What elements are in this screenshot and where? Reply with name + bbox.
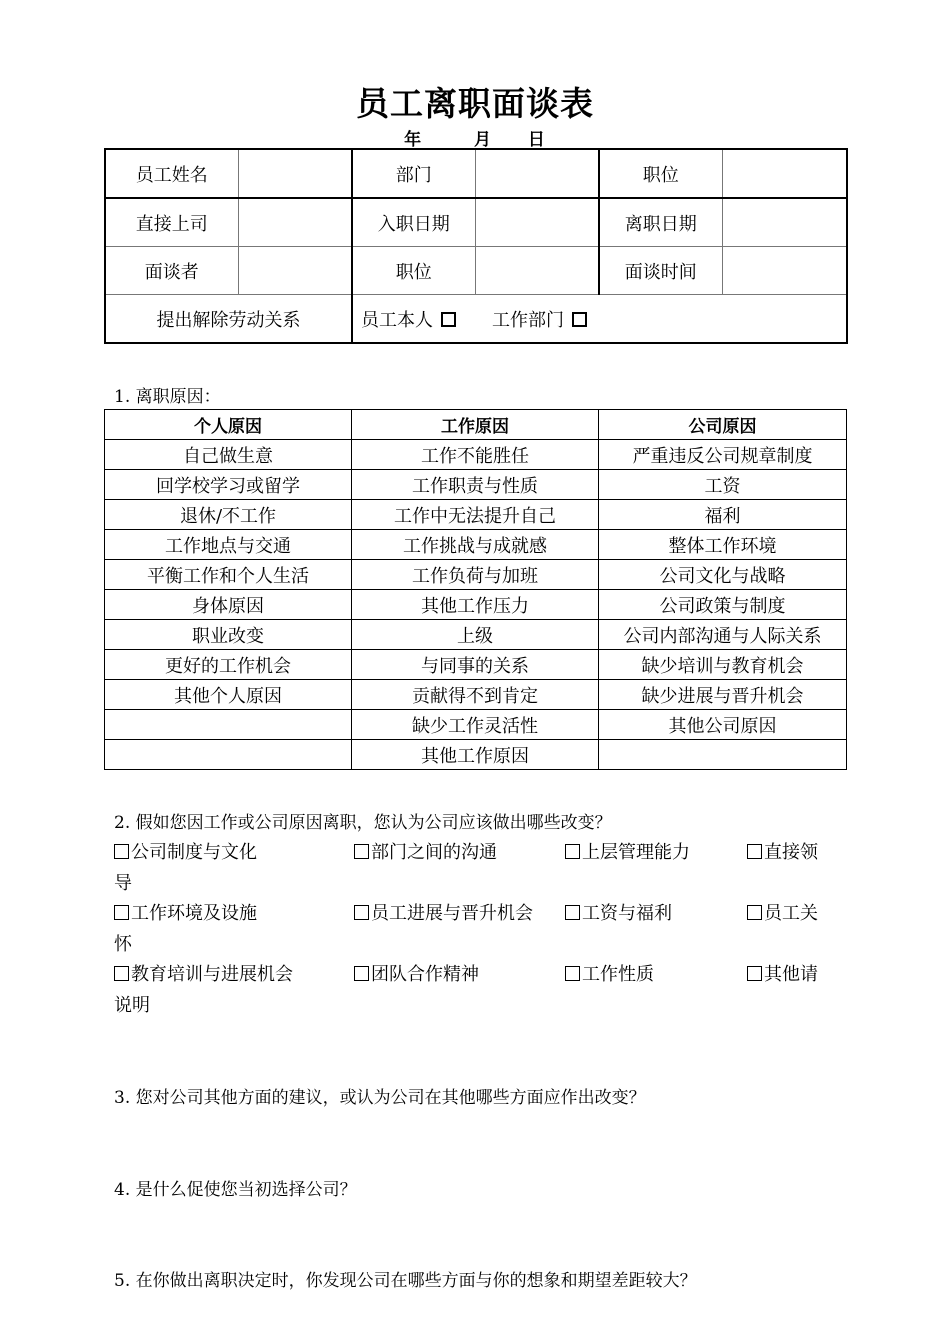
checkbox-icon[interactable] (565, 844, 580, 859)
date-day-label: 日 (527, 130, 546, 150)
checkbox-icon[interactable] (354, 905, 369, 920)
section-4-label: 4. 是什么促使您当初选择公司？ (114, 1180, 357, 1200)
section-2-label: 2. 假如您因工作或公司原因离职，您认为公司应该做出哪些改变？ (114, 813, 612, 833)
checkbox-icon[interactable] (114, 966, 129, 981)
employee-info-table (104, 148, 848, 344)
reason-cell-personal: 更好的工作机会 (105, 650, 352, 680)
date-year-label: 年 (404, 130, 423, 150)
dept-checkbox[interactable] (572, 312, 587, 327)
reason-cell-work: 工作负荷与加班 (352, 560, 599, 590)
reason-cell-personal: 身体原因 (105, 590, 352, 620)
reason-cell-personal: 其他个人原因 (105, 680, 352, 710)
reason-cell-work: 贡献得不到肯定 (352, 680, 599, 710)
interview-time-field[interactable] (722, 247, 847, 295)
info-row-3 (105, 247, 847, 295)
reason-row (105, 530, 847, 560)
change-option[interactable] (114, 960, 293, 986)
reason-cell-personal: 回学校学习或留学 (105, 470, 352, 500)
reason-cell-company: 严重违反公司规章制度 (599, 440, 847, 470)
change-option-label: 部门之间的沟通 (371, 842, 497, 863)
header-work: 工作原因 (352, 410, 599, 440)
section-1-label: 1. 离职原因： (114, 387, 221, 407)
checkbox-icon[interactable] (565, 966, 580, 981)
name-label: 员工姓名 (105, 149, 238, 198)
info-row-2 (105, 198, 847, 247)
option-dept-label: 工作部门 (492, 309, 564, 331)
dept-label: 部门 (352, 149, 475, 198)
interviewer-position-field[interactable] (475, 247, 599, 295)
change-option[interactable] (114, 899, 257, 925)
change-option[interactable] (565, 899, 672, 925)
change-option[interactable] (565, 960, 654, 986)
checkbox-icon[interactable] (354, 966, 369, 981)
reason-cell-company: 公司政策与制度 (599, 590, 847, 620)
reason-cell-work: 工作不能胜任 (352, 440, 599, 470)
initiator-label: 提出解除劳动关系 (105, 295, 352, 344)
interview-time-label: 面谈时间 (599, 247, 722, 295)
option-wrap-text: 说明 (114, 995, 150, 1016)
change-option-label: 工作环境及设施 (131, 903, 257, 924)
join-date-field[interactable] (475, 198, 599, 247)
position-field[interactable] (722, 149, 847, 198)
change-option[interactable] (747, 899, 818, 925)
info-row-4 (105, 295, 847, 344)
date-line (0, 125, 950, 150)
reason-cell-company: 其他公司原因 (599, 710, 847, 740)
reason-cell-company: 缺少培训与教育机会 (599, 650, 847, 680)
change-option[interactable] (565, 838, 690, 864)
reason-cell-company: 缺少进展与晋升机会 (599, 680, 847, 710)
change-option-label: 上层管理能力 (582, 842, 690, 863)
change-option-label: 公司制度与文化 (131, 842, 257, 863)
section-5-label: 5. 在你做出离职决定时，你发现公司在哪些方面与你的想象和期望差距较大？ (114, 1271, 697, 1291)
reason-cell-personal: 退休/不工作 (105, 500, 352, 530)
change-option[interactable] (354, 838, 497, 864)
reason-cell-personal: 职业改变 (105, 620, 352, 650)
join-date-label: 入职日期 (352, 198, 475, 247)
change-option-label: 团队合作精神 (371, 964, 479, 985)
reason-row (105, 470, 847, 500)
reason-cell-company: 工资 (599, 470, 847, 500)
interviewer-position-label: 职位 (352, 247, 475, 295)
reason-cell-work: 工作挑战与成就感 (352, 530, 599, 560)
date-month-label: 月 (474, 130, 492, 150)
checkbox-icon[interactable] (354, 844, 369, 859)
change-option-label: 员工关 (764, 903, 818, 924)
option-wrap-text: 导 (114, 873, 132, 894)
reason-row (105, 650, 847, 680)
supervisor-label: 直接上司 (105, 198, 238, 247)
reason-cell-personal: 工作地点与交通 (105, 530, 352, 560)
checkbox-icon[interactable] (747, 844, 762, 859)
reason-cell-personal: 自己做生意 (105, 440, 352, 470)
change-option[interactable] (747, 838, 818, 864)
reason-row (105, 590, 847, 620)
option-wrap-text: 怀 (114, 934, 132, 955)
reason-row (105, 440, 847, 470)
reason-cell-company: 福利 (599, 500, 847, 530)
change-option[interactable] (114, 838, 257, 864)
reason-row (105, 710, 847, 740)
header-company: 公司原因 (599, 410, 847, 440)
section-3-label: 3. 您对公司其他方面的建议，或认为公司在其他哪些方面应作出改变？ (114, 1088, 646, 1108)
reason-cell-personal (105, 740, 352, 770)
name-field[interactable] (238, 149, 352, 198)
change-option-label: 工资与福利 (582, 903, 672, 924)
reason-row (105, 740, 847, 770)
reason-cell-work: 其他工作原因 (352, 740, 599, 770)
reason-row (105, 500, 847, 530)
leave-date-label: 离职日期 (599, 198, 722, 247)
supervisor-field[interactable] (238, 198, 352, 247)
dept-field[interactable] (475, 149, 599, 198)
checkbox-icon[interactable] (747, 966, 762, 981)
reason-cell-personal: 平衡工作和个人生活 (105, 560, 352, 590)
reason-cell-work: 上级 (352, 620, 599, 650)
leave-reasons-table (104, 409, 847, 770)
reason-row (105, 560, 847, 590)
reason-cell-work: 工作中无法提升自己 (352, 500, 599, 530)
reason-cell-work: 其他工作压力 (352, 590, 599, 620)
interviewer-field[interactable] (238, 247, 352, 295)
reasons-header-row (105, 410, 847, 440)
change-option-label: 直接领 (764, 842, 818, 863)
reason-cell-company: 公司文化与战略 (599, 560, 847, 590)
reason-cell-work: 与同事的关系 (352, 650, 599, 680)
interviewer-label: 面谈者 (105, 247, 238, 295)
change-option-label: 员工进展与晋升机会 (371, 903, 533, 924)
reason-cell-company: 公司内部沟通与人际关系 (599, 620, 847, 650)
change-option-label: 工作性质 (582, 964, 654, 985)
checkbox-icon[interactable] (114, 905, 129, 920)
position-label: 职位 (599, 149, 722, 198)
reason-row (105, 620, 847, 650)
checkbox-icon[interactable] (565, 905, 580, 920)
form-title: 员工离职面谈表 (356, 84, 594, 123)
reason-cell-work: 工作职责与性质 (352, 470, 599, 500)
change-option[interactable] (747, 960, 818, 986)
reason-cell-company (599, 740, 847, 770)
option-employee-label: 员工本人 (361, 309, 433, 331)
reason-cell-work: 缺少工作灵活性 (352, 710, 599, 740)
employee-checkbox[interactable] (441, 312, 456, 327)
leave-date-field[interactable] (722, 198, 847, 247)
checkbox-icon[interactable] (747, 905, 762, 920)
change-option[interactable] (354, 960, 479, 986)
change-option[interactable] (354, 899, 533, 925)
reason-cell-company: 整体工作环境 (599, 530, 847, 560)
checkbox-icon[interactable] (114, 844, 129, 859)
change-option-label: 其他请 (764, 964, 818, 985)
reason-cell-personal (105, 710, 352, 740)
change-option-label: 教育培训与进展机会 (131, 964, 293, 985)
info-row-1 (105, 149, 847, 198)
header-personal: 个人原因 (105, 410, 352, 440)
initiator-options (352, 295, 847, 344)
reason-row (105, 680, 847, 710)
